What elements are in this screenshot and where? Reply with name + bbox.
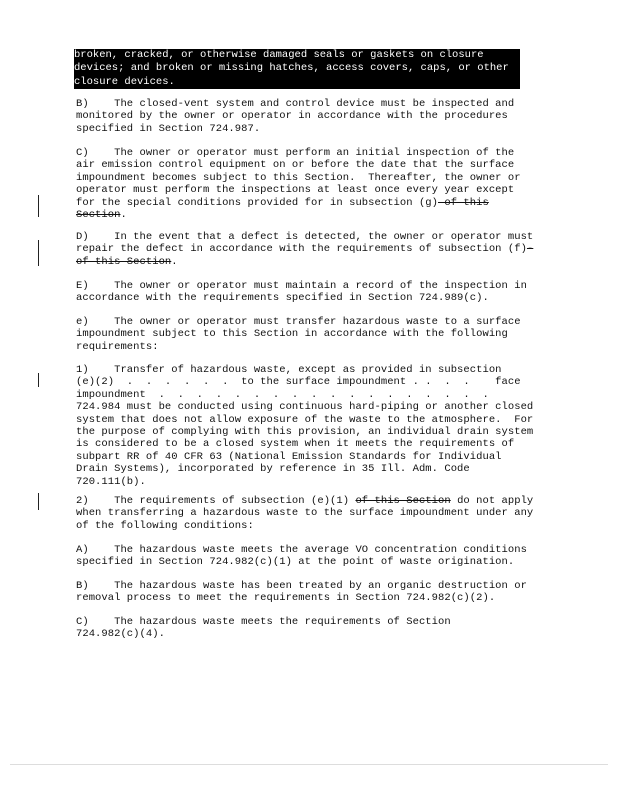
paragraph-d (76, 231, 534, 268)
paragraph-B (76, 580, 526, 605)
text-line: 724.982(c)(4). (76, 628, 165, 641)
text-span: do not apply (450, 495, 534, 507)
paragraph-A (76, 544, 526, 569)
text-line: D) In the event that a defect is detected, the owner or operator must (76, 231, 534, 243)
text-line: e) The owner or operator must transfer hazardous waste to a surface (76, 316, 521, 328)
text-line: subpart RR of 40 CFR 63 (National Emission Standards for Individual (76, 450, 502, 463)
change-bar (38, 240, 39, 266)
text-line: accordance with the requirements specified in Section 724.989(c). (76, 292, 489, 305)
text-line: specified in Section 724.987. (76, 122, 261, 135)
text-line: is considered to be a closed system when it meets the requirements of (76, 438, 515, 451)
text-span: repair the defect in accordance with the requirements of subsection (f) (76, 243, 527, 256)
deleted-text: of this Section (76, 255, 172, 268)
page-footer-rule (10, 764, 608, 765)
text-line: impoundment subject to this Section in accordance with the following (76, 328, 508, 341)
text-line: A) The hazardous waste meets the average VO concentration conditions (76, 544, 527, 556)
change-bar (38, 373, 39, 387)
text-span: for the special conditions provided for in subsection (g) (76, 196, 439, 209)
text-line: broken, cracked, or otherwise damaged seals or gaskets on closure (74, 49, 484, 61)
text-line: operator must perform the inspections at least once every year except (76, 184, 515, 197)
text-line: system that does not allow exposure of the waste to the atmosphere. For (76, 413, 534, 426)
text-line (76, 256, 526, 268)
text-line: removal process to meet the requirements in Section 724.982(c)(2). (76, 592, 496, 605)
text-line: C) The hazardous waste meets the requirements of Section (76, 616, 451, 628)
text-line: the purpose of complying with this provision, an individual drain system (76, 426, 534, 439)
change-bar (38, 493, 39, 510)
text-line: Drain Systems), incorporated by reference in 35 Ill. Adm. Code (76, 463, 470, 476)
text-line: specified in Section 724.982(c)(1) at the point of waste origination. (76, 556, 515, 569)
text-span: 2) The requirements of subsection (e)(1) (76, 495, 356, 507)
text-line: of the following conditions: (76, 519, 254, 532)
paragraph-1 (76, 364, 534, 488)
paragraph-2 (76, 495, 534, 532)
text-line: (e)(2) . . . . . . to the surface impoundment . . . . face (76, 376, 521, 389)
text-line: devices; and broken or missing hatches, access covers, caps, or other (74, 62, 509, 75)
text-line: requirements: (76, 340, 159, 353)
text-span: . (120, 209, 127, 222)
text-line: monitored by the owner or operator in accordance with the procedures (76, 110, 508, 123)
text-line (76, 197, 526, 209)
text-line: impoundment . . . . . . . . . . . . . . . . . . (76, 388, 489, 401)
text-line: air emission control equipment on or before the date that the surface (76, 159, 515, 172)
text-line (76, 495, 534, 507)
text-line (76, 243, 534, 256)
text-span: . (171, 255, 178, 268)
text-line: impoundment becomes subject to this Section. Thereafter, the owner or (76, 171, 521, 184)
text-line: B) The hazardous waste has been treated by an organic destruction or (76, 580, 527, 592)
text-line: B) The closed-vent system and control device must be inspected and (76, 98, 515, 110)
text-line: 1) Transfer of hazardous waste, except as provided in subsection (76, 364, 502, 376)
text-line: 724.984 must be conducted using continuous hard-piping or another closed (76, 401, 534, 414)
paragraph-c (76, 147, 526, 221)
deleted-text: of this Section (355, 495, 451, 507)
text-line: when transferring a hazardous waste to the surface impoundment under any (76, 507, 534, 520)
text-line: C) The owner or operator must perform an initial inspection of the (76, 147, 515, 159)
text-line (76, 209, 526, 221)
deleted-text: Section (76, 209, 121, 222)
deleted-text: - (526, 243, 534, 256)
text-line: 720.111(b). (76, 475, 146, 488)
paragraph-e-transfer (76, 316, 526, 353)
paragraph-e-record (76, 280, 526, 305)
change-bar (38, 195, 39, 217)
paragraph-b (76, 98, 526, 135)
text-line: E) The owner or operator must maintain a record of the inspection in (76, 280, 527, 292)
paragraph-C (76, 616, 526, 641)
highlighted-text-block (74, 49, 520, 89)
text-line: closure devices. (74, 75, 175, 88)
deleted-text: of this (438, 196, 489, 209)
